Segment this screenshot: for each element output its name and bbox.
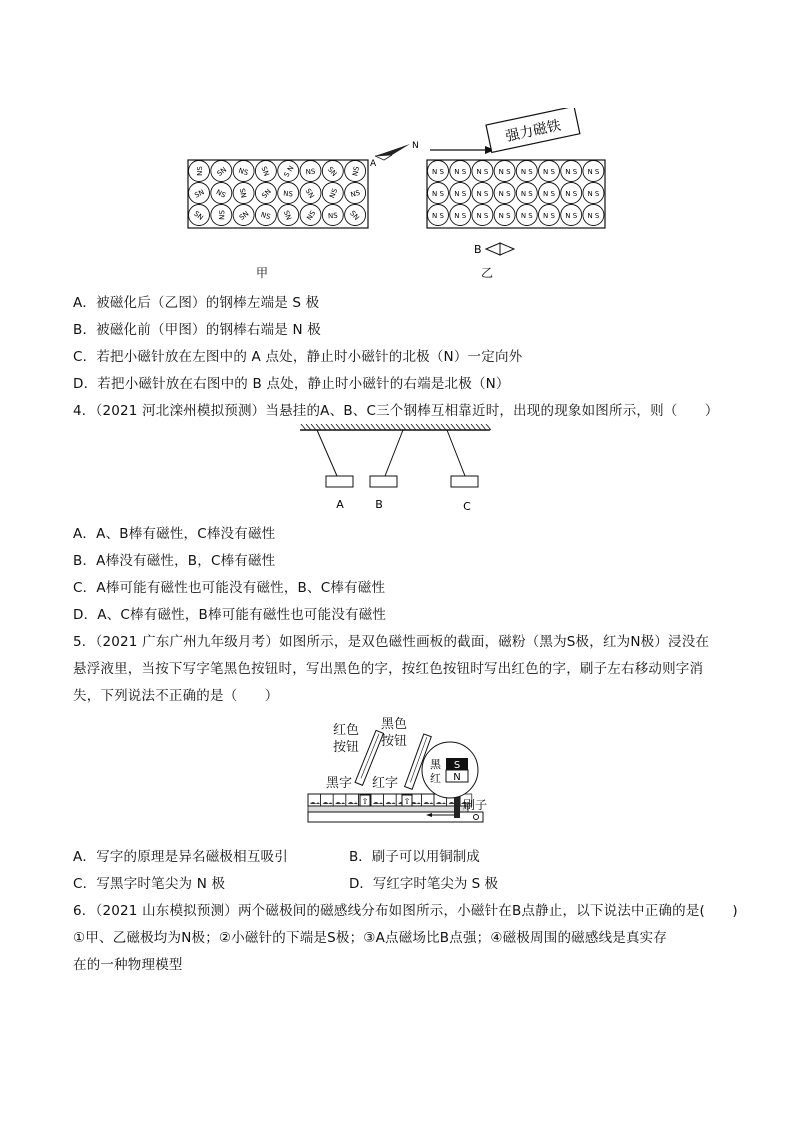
svg-text:N S: N S [498,212,511,220]
svg-text:N S: N S [587,212,600,220]
svg-text:N S: N S [520,212,533,220]
q5-stem-line-3: 失，下列说法不正确的是（ ） [73,688,279,704]
label-yi: 乙 [481,266,494,280]
q5-option-c[interactable]: C．写黑字时笔尖为 N 极 [73,876,226,892]
svg-text:SN: SN [192,209,205,222]
q3-option-b[interactable]: B．被磁化前（甲图）的钢棒右端是 N 极 [73,322,321,338]
svg-text:N S: N S [498,190,511,198]
svg-text:N S: N S [476,190,489,198]
q5-stem-line-2: 悬浮液里，当按下写字笔黑色按钮时，写出黑色的字，按红色按钮时写出红色的字，刷子左右移动则字消 [73,661,704,677]
svg-text:S N: S N [282,164,296,179]
red-button-label-2: 按钮 [333,740,360,755]
svg-text:N S: N S [520,190,533,198]
svg-text:SN: SN [281,209,293,222]
q4-option-b[interactable]: B．A棒没有磁性，B，C棒有磁性 [73,553,276,569]
label-jia: 甲 [256,266,269,280]
board-slot [308,806,468,812]
svg-text:⇧: ⇧ [403,797,411,806]
svg-text:SN: SN [325,165,339,178]
svg-text:N S: N S [454,190,467,198]
figure-steel-bars [180,108,620,288]
q5-option-d[interactable]: D．写红字时笔尖为 S 极 [349,876,499,892]
svg-text:N S: N S [476,168,489,176]
svg-text:SN: SN [237,187,248,199]
svg-text:SN: SN [215,165,229,178]
svg-text:N S: N S [520,168,533,176]
svg-text:NS: NS [218,210,227,220]
svg-text:NS: NS [305,209,318,222]
svg-text:NS: NS [282,189,294,199]
string-a [317,430,337,476]
svg-text:SN: SN [259,165,271,178]
svg-text:N S: N S [432,212,444,220]
svg-text:N S: N S [565,190,578,198]
svg-text:NS: NS [349,188,362,200]
svg-text:N S: N S [587,190,600,198]
inset-n-label: N [453,772,461,783]
red-button-label-1: 红色 [333,723,360,738]
svg-text:NS: NS [259,210,272,222]
svg-text:N S: N S [543,168,555,176]
svg-text:SN: SN [348,209,361,222]
compass-b-left [486,243,500,255]
q3-option-a[interactable]: A．被磁化后（乙图）的钢棒左端是 S 极 [73,295,320,311]
q3-option-d[interactable]: D．若把小磁针放在右图中的 B 点处，静止时小磁针的右端是北极（N） [73,376,510,392]
hanging-bars-diagram [295,424,495,516]
svg-text:⇧: ⇧ [361,797,369,806]
red-char-label: 红字 [372,776,399,791]
point-b-label: B [474,243,482,256]
svg-text:NS: NS [305,167,316,177]
svg-text:NS: NS [237,166,250,178]
string-b [385,430,403,476]
svg-text:N S: N S [565,212,578,220]
black-char-label: 黑字 [326,776,353,791]
svg-text:NS: NS [327,211,338,221]
red-button-label [333,722,359,756]
svg-text:SN: SN [260,187,273,200]
string-c [447,430,465,476]
svg-text:N S: N S [587,168,600,176]
svg-text:N S: N S [543,212,555,220]
black-button-label-1: 黑色 [381,717,408,732]
compass-b-right [500,243,514,255]
svg-text:N S: N S [498,168,511,176]
svg-text:NS: NS [351,165,361,177]
bar-b-label: B [375,498,383,511]
q4-option-c[interactable]: C．A棒可能有磁性也可能没有磁性，B、C棒有磁性 [73,580,386,596]
q4-stem: 4．（2021 河北滦州模拟预测）当悬挂的A、B、C三个钢棒互相靠近时，出现的现象如图所示，则（ ） [73,403,719,419]
q3-option-c[interactable]: C．若把小磁针放在左图中的 A 点处，静止时小磁针的北极（N）一定向外 [73,349,523,365]
q5-option-a[interactable]: A．写字的原理是异名磁极相互吸引 [73,849,288,865]
black-button-label [381,716,407,750]
svg-text:N S: N S [476,212,489,220]
bar-a-label: A [336,498,344,511]
q4-option-a[interactable]: A．A、B棒有磁性，C棒没有磁性 [73,526,276,542]
compass-n-label: N [412,141,419,151]
q5-option-b[interactable]: B．刷子可以用铜制成 [349,849,480,865]
bar-c-label: C [463,500,471,513]
inset-red-label: 红 [430,772,441,785]
svg-text:SN: SN [193,188,206,200]
svg-text:NS: NS [196,166,204,176]
svg-text:N S: N S [432,190,444,198]
q4-option-d[interactable]: D．A、C棒有磁性，B棒可能有磁性也可能没有磁性 [73,607,387,623]
svg-text:N S: N S [565,168,578,176]
strong-magnet [486,108,580,152]
figure-magnetic-board [300,716,500,834]
ceiling-hatch [301,424,491,430]
svg-text:NS: NS [328,187,340,200]
svg-text:N S: N S [432,168,444,176]
svg-text:NS: NS [214,188,227,200]
svg-text:N S: N S [454,168,467,176]
q6-line-2: ①甲、乙磁极均为N极；②小磁针的下端是S极；③A点磁场比B点强；④磁极周围的磁感线是真实存 [73,930,668,946]
svg-text:N S: N S [454,212,467,220]
bar-b [370,476,397,487]
black-button-label-2: 按钮 [381,734,408,749]
board-top [308,794,460,806]
figure-hanging-bars [295,424,495,516]
point-a-label: A [370,159,377,169]
svg-text:N S: N S [543,190,555,198]
q6-line-3: 在的一种物理模型 [73,957,183,973]
compass-needle-a [375,144,410,156]
jia-domains [189,161,366,226]
steel-bars-diagram [180,108,620,288]
brush-label: 刷子 [463,798,488,812]
bar-c [451,476,478,487]
inset-s-label: S [453,760,461,771]
inset-black-label: 黑 [430,758,441,771]
q6-line-1: 6．（2021 山东模拟预测）两个磁极间的磁感线分布如图所示，小磁针在B点静止，以下说法中正确的是( ) [73,903,738,919]
strong-magnet-label: 强力磁铁 [504,117,563,145]
yi-domains [428,161,604,226]
q5-stem-line-1: 5．（2021 广东广州九年级月考）如图所示，是双色磁性画板的截面，磁粉（黑为S极，红为N极）浸没在 [73,634,710,650]
bar-a [326,476,353,487]
svg-text:SN: SN [303,187,316,200]
svg-text:SN: SN [237,209,251,222]
